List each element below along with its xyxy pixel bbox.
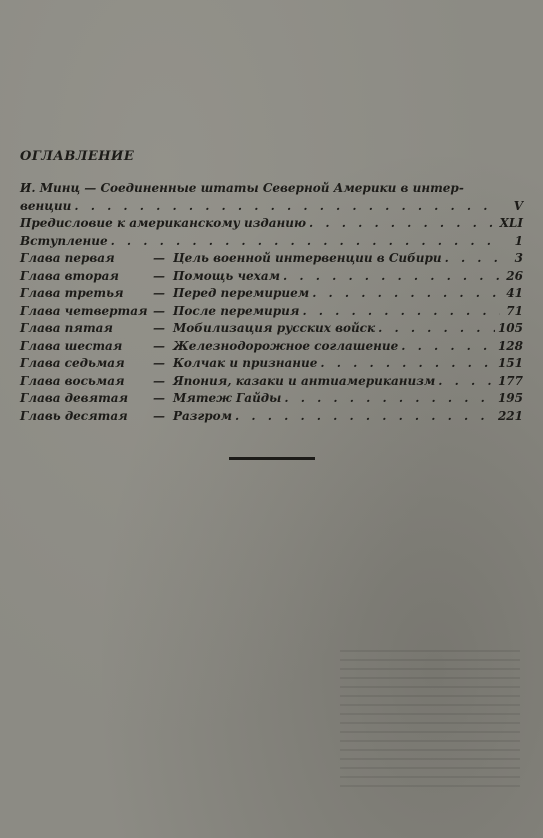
chapter-dash: — — [153, 268, 165, 283]
chapter-label: Глава четвертая — [20, 303, 148, 318]
leader-dots — [309, 215, 497, 233]
chapter-page: 105 — [497, 321, 523, 335]
leader-dots — [235, 408, 495, 426]
chapter-dash: — — [153, 251, 165, 265]
toc-chapter — [20, 355, 523, 373]
chapter-dash: — — [153, 303, 165, 318]
toc-chapter — [20, 338, 523, 356]
toc-chapter — [20, 390, 523, 408]
toc-chapter — [20, 320, 523, 338]
chapter-page: 195 — [497, 391, 523, 405]
chapter-dash: — — [153, 373, 165, 388]
chapter-label: Глава третья — [20, 286, 124, 300]
leader-dots — [320, 355, 495, 373]
leader-dots — [283, 268, 500, 286]
chapter-label: Глава вторая — [20, 268, 119, 283]
chapter-dash: — — [153, 408, 165, 423]
chapter-label: Глава седьмая — [20, 356, 125, 370]
leader-dots — [401, 338, 495, 356]
chapter-page: 221 — [497, 408, 523, 423]
chapter-label: Глава девятая — [20, 391, 129, 405]
toc-entry-title: Предисловие к американскому изданию — [20, 216, 307, 230]
toc-chapter — [20, 408, 523, 426]
bleed-through-text — [340, 650, 520, 790]
toc-chapter — [20, 303, 523, 321]
toc-entry-page: 1 — [514, 233, 523, 248]
chapter-page: 128 — [497, 338, 523, 353]
chapter-dash: — — [153, 338, 165, 353]
leader-dots — [111, 233, 500, 251]
toc-chapter — [20, 285, 523, 303]
leader-dots — [284, 390, 495, 408]
chapter-title: Помощь чехам — [173, 268, 281, 283]
toc-intro-line-1 — [20, 180, 523, 198]
leader-dots — [438, 373, 495, 391]
toc-entry-title: Вступление — [20, 233, 108, 248]
chapter-label: Главь десятая — [20, 408, 128, 423]
chapter-title: Железнодорожное соглашение — [173, 338, 399, 353]
horizontal-rule — [229, 457, 315, 460]
chapter-page: 41 — [506, 286, 523, 300]
toc-entry — [20, 215, 523, 233]
chapter-title: Разгром — [173, 408, 233, 423]
toc-chapter — [20, 268, 523, 286]
leader-dots — [378, 320, 495, 338]
toc-intro-line-2 — [20, 198, 523, 216]
leader-dots — [445, 250, 500, 268]
chapter-dash: — — [153, 356, 165, 370]
chapter-title: Мобилизация русских войск — [173, 321, 376, 335]
chapter-label: Глава пятая — [20, 321, 113, 335]
toc-chapter — [20, 250, 523, 268]
chapter-label: Глава шестая — [20, 338, 123, 353]
table-of-contents — [20, 180, 523, 425]
chapter-label: Глава первая — [20, 251, 115, 265]
leader-dots — [312, 285, 500, 303]
chapter-page: 151 — [497, 356, 523, 370]
chapter-dash: — — [153, 286, 165, 300]
toc-entry — [20, 233, 523, 251]
toc-intro-text-1: И. Минц — Соединенные штаты Северной Америки в интер- — [20, 181, 464, 195]
toc-intro-page: V — [513, 198, 523, 213]
chapter-title: Мятеж Гайды — [173, 391, 282, 405]
chapter-title: После перемирия — [173, 303, 300, 318]
chapter-title: Колчак и признание — [173, 356, 318, 370]
chapter-title: Цель военной интервенции в Сибири — [173, 251, 442, 265]
leader-dots — [74, 198, 500, 216]
toc-entry-page: XLI — [499, 216, 523, 230]
chapter-title: Япония, казаки и антиамериканизм — [173, 373, 436, 388]
chapter-page: 177 — [497, 373, 523, 388]
toc-heading: ОГЛАВЛЕНИЕ — [20, 149, 135, 164]
chapter-page: 3 — [514, 251, 523, 265]
chapter-page: 26 — [506, 268, 523, 283]
chapter-dash: — — [153, 391, 165, 405]
toc-intro-text-2: венции — [20, 198, 72, 213]
chapter-title: Перед перемирием — [173, 286, 310, 300]
leader-dots — [302, 303, 500, 321]
toc-chapter — [20, 373, 523, 391]
chapter-dash: — — [153, 321, 165, 335]
chapter-page: 71 — [506, 303, 523, 318]
chapter-label: Глава восьмая — [20, 373, 125, 388]
